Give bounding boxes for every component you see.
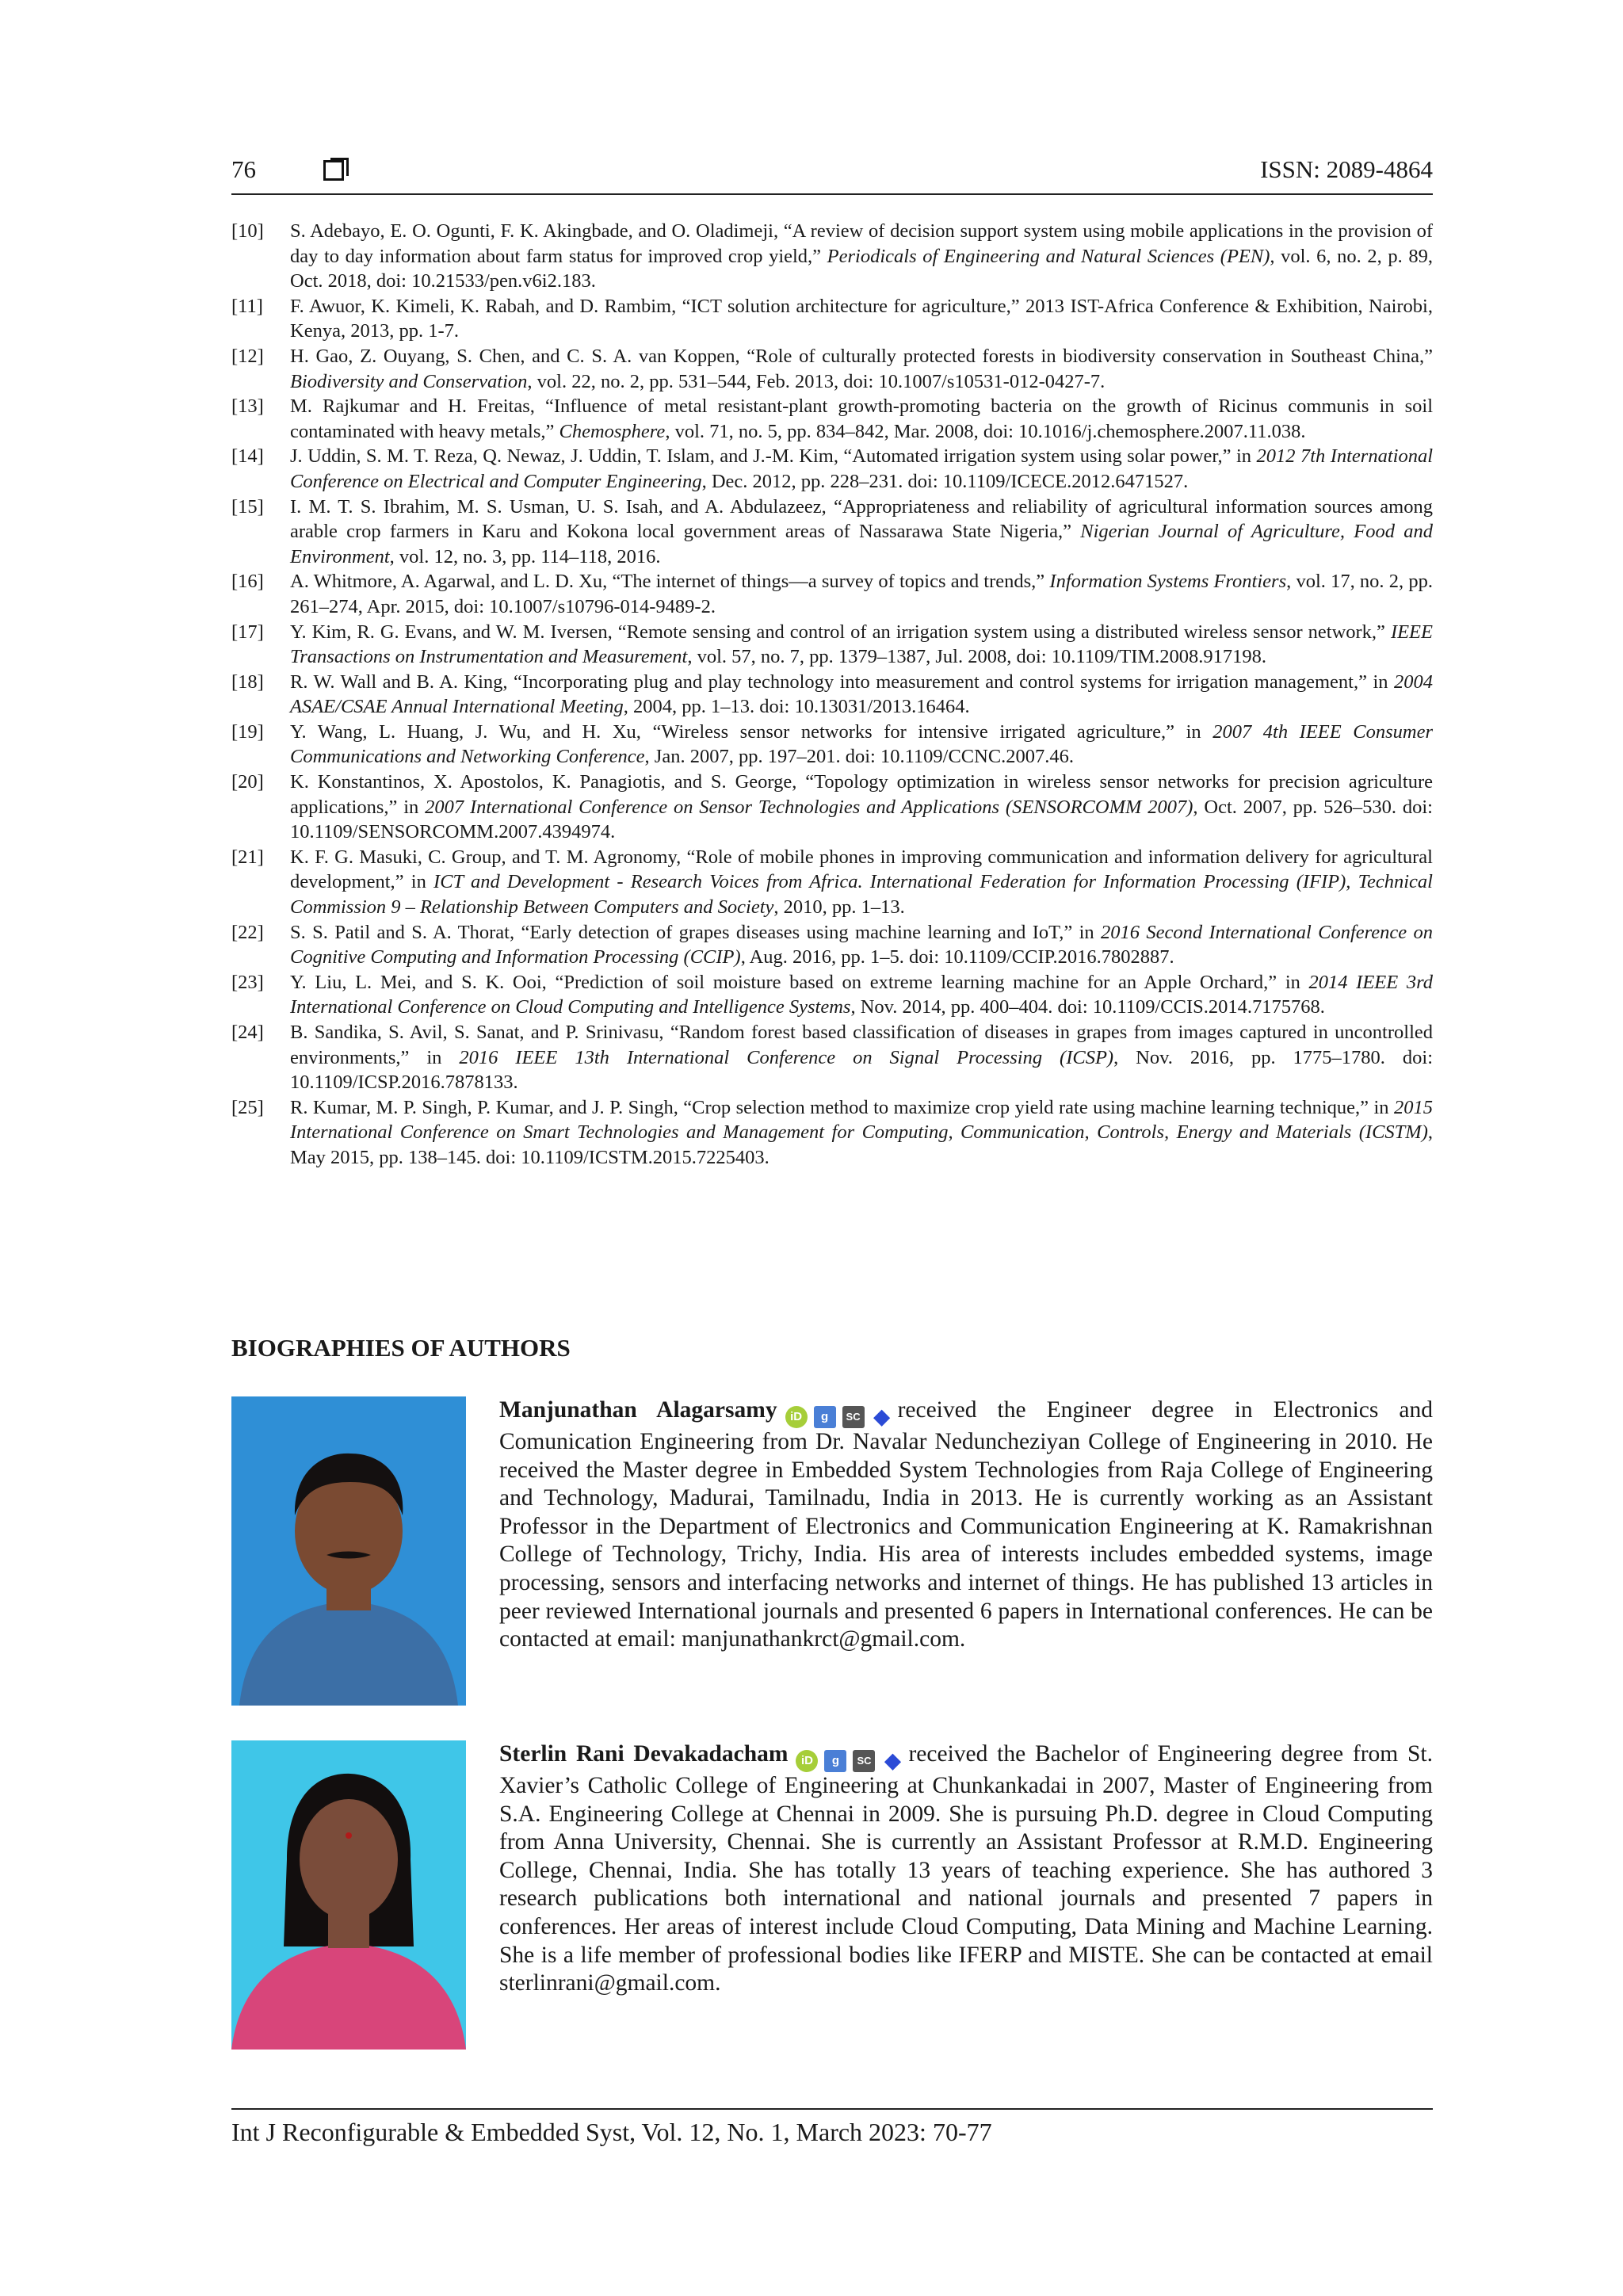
reference-details: , Oct. 2007, pp. 526–530. doi: 10.1109/SENSORCOMM.2007.4394974. bbox=[290, 796, 1433, 843]
reference-number: [10] bbox=[231, 220, 264, 242]
author-name-2: Sterlin Rani Devakadacham bbox=[499, 1741, 789, 1767]
reference-details: , vol. 22, no. 2, pp. 531–544, Feb. 2013, doi: 10.1007/s10531-012-0427-7. bbox=[527, 370, 1106, 392]
reference-authors-title: R. Kumar, M. P. Singh, P. Kumar, and J. P. Singh, “Crop selection method to maximize crop yield rate using machine learning technique,” in bbox=[290, 1096, 1394, 1118]
reference-authors-title: F. Awuor, K. Kimeli, K. Rabah, and D. Rambim, “ICT solution architecture for agriculture,” 2013 IST-Africa Conference & Exhibition, Nairobi, Kenya, 2013, pp. 1-7. bbox=[290, 295, 1433, 342]
reference-text bbox=[290, 620, 1433, 670]
author-description-2: received the Bachelor of Engineering degree from St. Xavier’s Catholic College of Engineering at Chunkankadai in 2007, Master of Engineering from S.A. Engineering College at Chennai in 2009. She is pursuing Ph.D. degree in Cloud Computing from Anna University, Chennai. She is currently an Assistant Professor at R.M.D. Engineering College, Chennai, India. She has totally 13 years of teaching experience. She has authored 3 research publications both international and national journals and presented 7 papers in conferences. Her areas of interest include Cloud Computing, Data Mining and Machine Learning. She is a life member of professional bodies like IFERP and MISTE. She can be contacted at email sterlinrani@gmail.com. bbox=[499, 1741, 1433, 1996]
reference-venue: ICT and Development - Research Voices from Africa. International Federation for Information Processing (IFIP), Technical Commission 9 – Relationship Between Computers and Society bbox=[290, 871, 1433, 919]
reference-authors-title: K. Konstantinos, X. Apostolos, K. Panagiotis, and S. George, “Topology optimization in wireless sensor networks for precision agriculture applications,” in bbox=[290, 771, 1433, 818]
reference-number: [12] bbox=[231, 345, 264, 367]
reference-authors-title: I. M. T. S. Ibrahim, M. S. Usman, U. S. Isah, and A. Abdulazeez, “Appropriateness and reliability of agricultural information sources among arable crop farmers in Karu and Kokona local government areas of Nassarawa State Nigeria,” bbox=[290, 495, 1433, 543]
reference-details: , vol. 17, no. 2, pp. 261–274, Apr. 2015, doi: 10.1007/s10796-014-9489-2. bbox=[290, 571, 1433, 617]
reference-text bbox=[290, 294, 1433, 344]
orcid-icon[interactable]: iD bbox=[785, 1406, 808, 1428]
author-photo-woman bbox=[231, 1740, 466, 2050]
reference-number: [14] bbox=[231, 445, 264, 468]
reference-item bbox=[231, 394, 1433, 444]
reference-authors-title: Y. Kim, R. G. Evans, and W. M. Iversen, “Remote sensing and control of an irrigation system using a distributed wireless sensor network,” bbox=[290, 621, 1391, 643]
reference-text bbox=[290, 670, 1433, 720]
orcid-icon[interactable]: iD bbox=[796, 1750, 818, 1772]
page-footer: Int J Reconfigurable & Embedded Syst, Vol. 12, No. 1, March 2023: 70-77 bbox=[231, 2108, 1433, 2147]
author-photo-1 bbox=[231, 1396, 466, 1706]
author-name-1: Manjunathan Alagarsamy bbox=[499, 1397, 777, 1423]
reference-number: [11] bbox=[231, 295, 263, 317]
scopus-icon[interactable]: SC bbox=[853, 1750, 875, 1772]
profile-badges-2 bbox=[796, 1750, 903, 1772]
reference-number: [18] bbox=[231, 670, 264, 693]
reference-details: , Nov. 2016, pp. 1775–1780. doi: 10.1109/ICSP.2016.7878133. bbox=[290, 1046, 1433, 1094]
reference-authors-title: S. Adebayo, E. O. Ogunti, F. K. Akingbade, and O. Oladimeji, “A review of decision support system using mobile applications in the provision of day to day information about farm status for improved crop yield,” bbox=[290, 220, 1433, 267]
reference-item bbox=[231, 219, 1433, 294]
reference-text bbox=[290, 920, 1433, 970]
reference-item bbox=[231, 344, 1433, 394]
profile-badges-1 bbox=[785, 1406, 893, 1428]
publons-icon[interactable]: ◆ bbox=[884, 1748, 901, 1772]
reference-text bbox=[290, 1020, 1433, 1095]
reference-authors-title: A. Whitmore, A. Agarwal, and L. D. Xu, “The internet of things—a survey of topics and trends,” bbox=[290, 571, 1050, 593]
reference-item bbox=[231, 1095, 1433, 1171]
reference-item bbox=[231, 569, 1433, 619]
reference-text bbox=[290, 344, 1433, 394]
reference-venue: 2016 Second International Conference on Cognitive Computing and Information Processing (CCIP) bbox=[290, 921, 1433, 968]
biographies-heading: BIOGRAPHIES OF AUTHORS bbox=[231, 1334, 571, 1362]
author-photo-man bbox=[231, 1396, 466, 1706]
reference-authors-title: Y. Wang, L. Huang, J. Wu, and H. Xu, “Wireless sensor networks for intensive irrigated agriculture,” in bbox=[290, 720, 1213, 743]
reference-venue: 2007 International Conference on Sensor Technologies and Applications (SENSORCOMM 2007) bbox=[425, 796, 1193, 818]
reference-item bbox=[231, 970, 1433, 1020]
reference-item bbox=[231, 770, 1433, 845]
references-list bbox=[231, 219, 1433, 1171]
reference-details: , May 2015, pp. 138–145. doi: 10.1109/ICSTM.2015.7225403. bbox=[290, 1121, 1433, 1168]
reference-number: [24] bbox=[231, 1022, 264, 1043]
reference-venue: 2015 International Conference on Smart Technologies and Management for Computing, Communication, Controls, Energy and Materials (ICSTM) bbox=[290, 1096, 1433, 1144]
reference-number: [25] bbox=[231, 1096, 264, 1118]
reference-number: [17] bbox=[231, 621, 264, 643]
publons-icon[interactable]: ◆ bbox=[873, 1404, 890, 1428]
reference-number: [22] bbox=[231, 921, 264, 943]
reference-item bbox=[231, 720, 1433, 770]
reference-number: [23] bbox=[231, 971, 264, 993]
scopus-icon[interactable]: SC bbox=[842, 1406, 865, 1428]
reference-details: , 2010, pp. 1–13. bbox=[773, 896, 905, 919]
reference-authors-title: S. S. Patil and S. A. Thorat, “Early detection of grapes diseases using machine learning and IoT,” in bbox=[290, 921, 1102, 943]
reference-text bbox=[290, 845, 1433, 920]
reference-details: , vol. 57, no. 7, pp. 1379–1387, Jul. 2008, doi: 10.1109/TIM.2008.917198. bbox=[687, 646, 1267, 668]
reference-authors-title: J. Uddin, S. M. T. Reza, Q. Newaz, J. Uddin, T. Islam, and J.-M. Kim, “Automated irrigation system using solar power,” in bbox=[290, 445, 1257, 468]
reference-venue: Biodiversity and Conservation bbox=[290, 370, 528, 392]
reference-authors-title: B. Sandika, S. Avil, S. Sanat, and P. Srinivasu, “Random forest based classification of diseases in grapes from images captured in uncontrolled environments,” in bbox=[290, 1022, 1433, 1068]
issn: ISSN: 2089-4864 bbox=[1260, 155, 1433, 183]
author-description-1: received the Engineer degree in Electronics and Comunication Engineering from Dr. Navalar Neduncheziyan College of Engineering in 2010. He received the Master degree in Embedded System Technologies from Raja College of Engineering and Technology, Madurai, Tamilnadu, India in 2013. He is currently working as an Assistant Professor in the Department of Electronics and Communication Engineering at K. Ramakrishnan College of Technology, Trichy, India. His area of interests includes embedded systems, image processing, sensors and interfacing networks and internet of things. He has published 13 articles in peer reviewed International journals and presented 6 papers in International conferences. He can be contacted at email: manjunathankrct@gmail.com. bbox=[499, 1397, 1433, 1652]
reference-text bbox=[290, 219, 1433, 294]
reference-venue: Periodicals of Engineering and Natural Sciences (PEN) bbox=[827, 245, 1270, 267]
reference-item bbox=[231, 495, 1433, 570]
reference-venue: Nigerian Journal of Agriculture, Food and Environment bbox=[290, 521, 1433, 567]
reference-item bbox=[231, 845, 1433, 920]
reference-item bbox=[231, 620, 1433, 670]
page-number: 76 bbox=[231, 155, 256, 183]
author-photo-2 bbox=[231, 1740, 466, 2050]
reference-number: [20] bbox=[231, 771, 264, 793]
reference-details: , Jan. 2007, pp. 197–201. doi: 10.1109/CCNC.2007.46. bbox=[644, 746, 1075, 768]
reference-item bbox=[231, 920, 1433, 970]
author-bio-text-2 bbox=[499, 1740, 1433, 1998]
reference-details: , Dec. 2012, pp. 228–231. doi: 10.1109/ICECE.2012.6471527. bbox=[701, 470, 1189, 492]
reference-authors-title: M. Rajkumar and H. Freitas, “Influence of metal resistant-plant growth-promoting bacteria on the growth of Ricinus communis in soil contaminated with heavy metals,” bbox=[290, 395, 1433, 442]
reference-text bbox=[290, 970, 1433, 1020]
reference-venue: 2012 7th International Conference on Electrical and Computer Engineering bbox=[290, 445, 1434, 492]
author-bio-text-1 bbox=[499, 1396, 1433, 1654]
reference-venue: 2016 IEEE 13th International Conference on Signal Processing (ICSP) bbox=[459, 1046, 1114, 1068]
reference-item bbox=[231, 444, 1433, 494]
reference-venue: 2004 ASAE/CSAE Annual International Meeting bbox=[290, 670, 1433, 718]
reference-text bbox=[290, 1095, 1433, 1171]
reference-text bbox=[290, 720, 1433, 770]
page-header bbox=[231, 155, 1433, 195]
reference-text bbox=[290, 770, 1433, 845]
reference-details: , Nov. 2014, pp. 400–404. doi: 10.1109/CCIS.2014.7175768. bbox=[850, 996, 1325, 1018]
reference-item bbox=[231, 294, 1433, 344]
reference-number: [13] bbox=[231, 395, 264, 418]
square-bullet-icon bbox=[323, 160, 344, 181]
reference-venue: 2007 4th IEEE Consumer Communications and Networking Conference bbox=[290, 720, 1434, 768]
reference-item bbox=[231, 1020, 1433, 1095]
reference-text bbox=[290, 569, 1433, 619]
google-scholar-icon[interactable]: g bbox=[824, 1750, 846, 1772]
google-scholar-icon[interactable]: g bbox=[814, 1406, 836, 1428]
reference-text bbox=[290, 394, 1433, 444]
reference-details: , vol. 71, no. 5, pp. 834–842, Mar. 2008, doi: 10.1016/j.chemosphere.2007.11.038. bbox=[665, 420, 1306, 442]
reference-details: , vol. 12, no. 3, pp. 114–118, 2016. bbox=[389, 545, 661, 567]
reference-authors-title: K. F. G. Masuki, C. Group, and T. M. Agronomy, “Role of mobile phones in improving communication and information delivery for agricultural development,” in bbox=[290, 846, 1433, 893]
reference-details: , Aug. 2016, pp. 1–5. doi: 10.1109/CCIP.2016.7802887. bbox=[740, 946, 1174, 968]
reference-details: , vol. 6, no. 2, p. 89, Oct. 2018, doi: 10.21533/pen.v6i2.183. bbox=[290, 245, 1433, 292]
reference-venue: Chemosphere bbox=[559, 420, 666, 442]
reference-authors-title: R. W. Wall and B. A. King, “Incorporating plug and play technology into measurement and control systems for irrigation management,” in bbox=[290, 670, 1394, 693]
reference-item bbox=[231, 670, 1433, 720]
reference-number: [16] bbox=[231, 571, 264, 593]
reference-authors-title: Y. Liu, L. Mei, and S. K. Ooi, “Prediction of soil moisture based on extreme learning machine for an Apple Orchard,” in bbox=[290, 971, 1309, 993]
reference-details: , 2004, pp. 1–13. doi: 10.13031/2013.16464. bbox=[623, 696, 970, 718]
reference-number: [15] bbox=[231, 495, 264, 518]
reference-text bbox=[290, 444, 1433, 494]
reference-venue: Information Systems Frontiers bbox=[1049, 571, 1287, 593]
reference-number: [21] bbox=[231, 846, 264, 868]
reference-authors-title: H. Gao, Z. Ouyang, S. Chen, and C. S. A. van Koppen, “Role of culturally protected forests in biodiversity conservation in Southeast China,” bbox=[290, 345, 1433, 367]
reference-venue: 2014 IEEE 3rd International Conference on Cloud Computing and Intelligence Systems bbox=[290, 971, 1433, 1018]
reference-text bbox=[290, 495, 1433, 570]
reference-venue: IEEE Transactions on Instrumentation and Measurement bbox=[290, 621, 1433, 668]
reference-number: [19] bbox=[231, 720, 264, 743]
